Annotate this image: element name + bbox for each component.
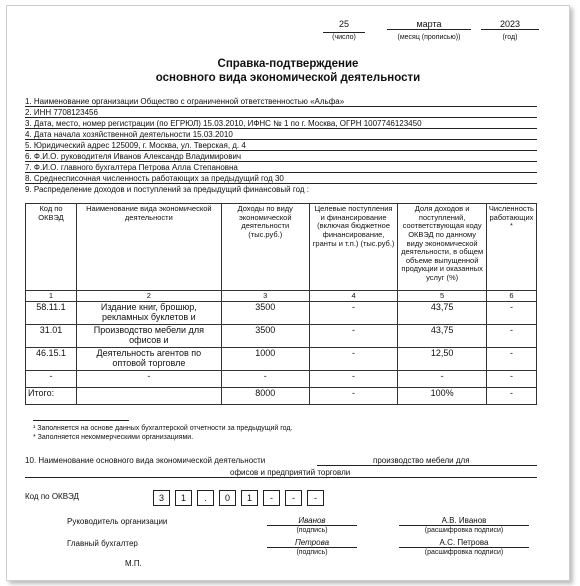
stamp-placeholder: М.П. bbox=[125, 559, 142, 568]
date-day: 25 bbox=[323, 19, 365, 33]
item-director: 6. Ф.И.О. руководителя Иванов Александр Владимирович bbox=[25, 152, 537, 162]
table-cell: 31.01 bbox=[26, 325, 77, 348]
item-main-activity-label: 10. Наименование основного вида экономической деятельности bbox=[25, 456, 266, 465]
okved-code-cell: 1 bbox=[241, 490, 258, 506]
item-start-date: 4. Дата начала хозяйственной деятельности 15.03.2010 bbox=[25, 130, 537, 140]
item-average-headcount: 8. Среднесписочная численность работающих за предыдущий год 30 bbox=[25, 174, 537, 184]
table-row bbox=[26, 370, 537, 387]
table-header-row bbox=[26, 204, 537, 291]
footnote-1: ¹ Заполняется на основе данных бухгалтерской отчетности за предыдущий год. bbox=[33, 425, 293, 432]
certificate-document bbox=[6, 5, 570, 581]
table-row bbox=[26, 325, 537, 348]
table-cell: 2 bbox=[76, 291, 221, 302]
head-label: Руководитель организации bbox=[67, 517, 168, 526]
header-income-share: Доля доходов и поступлений, соответствующая коду ОКВЭД по данному виду экономической деятельности, в общем объеме выпущенной продукции и оказанных услуг (%) bbox=[398, 204, 487, 291]
header-headcount: Численность работающих * bbox=[486, 204, 536, 291]
table-cell: 46.15.1 bbox=[26, 347, 77, 370]
head-signature-caption: (подпись) bbox=[296, 527, 328, 534]
table-cell bbox=[76, 387, 221, 404]
table-column-numbers-row bbox=[26, 291, 537, 302]
header-okved-code: Код по ОКВЭД bbox=[26, 204, 77, 291]
table-cell: - bbox=[76, 370, 221, 387]
accountant-signature: Петрова bbox=[267, 538, 357, 548]
header-income: Доходы по виду экономической деятельности (тыс.руб.) bbox=[221, 204, 309, 291]
okved-code-cell: 1 bbox=[175, 490, 192, 506]
okved-code-cell: 3 bbox=[153, 490, 170, 506]
accountant-name: А.С. Петрова bbox=[399, 538, 529, 548]
table-cell: - bbox=[486, 302, 536, 325]
date-day-caption: (число) bbox=[332, 34, 356, 41]
table-cell: - bbox=[486, 387, 536, 404]
accountant-signature-caption: (подпись) bbox=[296, 549, 328, 556]
item-registration: 3. Дата, место, номер регистрации (по ЕГРЮЛ) 15.03.2010, ИФНС № 1 по г. Москва, ОГРН 1007746123450 bbox=[25, 119, 537, 129]
okved-code-cell: 0 bbox=[219, 490, 236, 506]
table-cell: - bbox=[309, 370, 398, 387]
table-cell: - bbox=[486, 370, 536, 387]
table-cell: - bbox=[26, 370, 77, 387]
table-cell: 5 bbox=[398, 291, 487, 302]
table-row bbox=[26, 302, 537, 325]
table-cell: - bbox=[398, 370, 487, 387]
table-cell: Производство мебели для офисов и bbox=[76, 325, 221, 348]
table-cell: - bbox=[309, 325, 398, 348]
table-cell: 4 bbox=[309, 291, 398, 302]
item-legal-address: 5. Юридический адрес 125009, г. Москва, ул. Тверская, д. 4 bbox=[25, 141, 537, 151]
table-cell: - bbox=[221, 370, 309, 387]
table-cell: 8000 bbox=[221, 387, 309, 404]
item-income-distribution: 9. Распределение доходов и поступлений за предыдущий финансовый год : bbox=[25, 185, 309, 194]
item-organization-name: 1. Наименование организации Общество с ограниченной ответственностью «Альфа» bbox=[25, 97, 537, 107]
head-name-caption: (расшифровка подписи) bbox=[424, 527, 504, 534]
table-cell: 3500 bbox=[221, 302, 309, 325]
okved-code-cell: - bbox=[263, 490, 280, 506]
document-title-line1: Справка-подтверждение bbox=[217, 58, 359, 70]
head-name: А.В. Иванов bbox=[399, 516, 529, 526]
table-cell: 12,50 bbox=[398, 347, 487, 370]
item-main-activity-value-line2: офисов и предприятий торговли bbox=[25, 468, 537, 478]
accountant-label: Главный бухгалтер bbox=[67, 539, 138, 548]
table-cell: - bbox=[486, 347, 536, 370]
table-cell: Деятельность агентов по оптовой торговле bbox=[76, 347, 221, 370]
document-title-line2: основного вида экономической деятельности bbox=[155, 72, 421, 84]
head-signature: Иванов bbox=[267, 516, 357, 526]
okved-code-label: Код по ОКВЭД bbox=[25, 492, 79, 501]
table-cell: - bbox=[309, 302, 398, 325]
income-table bbox=[25, 203, 537, 405]
table-total-row bbox=[26, 387, 537, 404]
header-target-funding: Целевые поступления и финансирование (включая бюджетное финансирование, гранты и т.п.) (тыс.руб.) bbox=[309, 204, 398, 291]
accountant-name-caption: (расшифровка подписи) bbox=[424, 549, 504, 556]
okved-code-cell: - bbox=[307, 490, 324, 506]
table-row bbox=[26, 347, 537, 370]
table-cell: - bbox=[486, 325, 536, 348]
table-cell: 1000 bbox=[221, 347, 309, 370]
date-year: 2023 bbox=[481, 19, 539, 30]
footnote-2: * Заполняется некоммерческими организациями. bbox=[33, 434, 194, 441]
table-cell: 58.11.1 bbox=[26, 302, 77, 325]
date-month-caption: (месяц (прописью)) bbox=[397, 34, 461, 41]
table-total-label: Итого: bbox=[26, 387, 77, 404]
date-month: марта bbox=[387, 19, 471, 30]
table-cell: 3500 bbox=[221, 325, 309, 348]
table-cell: Издание книг, брошюр, рекламных буклетов и bbox=[76, 302, 221, 325]
okved-code-cell: - bbox=[285, 490, 302, 506]
item-main-activity-value-line1: производство мебели для bbox=[317, 456, 537, 466]
table-cell: 1 bbox=[26, 291, 77, 302]
table-cell: - bbox=[309, 387, 398, 404]
table-cell: 6 bbox=[486, 291, 536, 302]
table-cell: 43,75 bbox=[398, 325, 487, 348]
footnote-divider bbox=[33, 420, 129, 421]
item-inn: 2. ИНН 7708123456 bbox=[25, 108, 537, 118]
header-activity-name: Наименование вида экономической деятельности bbox=[76, 204, 221, 291]
table-cell: 3 bbox=[221, 291, 309, 302]
date-year-caption: (год) bbox=[502, 34, 518, 41]
item-chief-accountant: 7. Ф.И.О. главного бухгалтера Петрова Алла Степановна bbox=[25, 163, 537, 173]
okved-code-cell: . bbox=[197, 490, 214, 506]
table-cell: - bbox=[309, 347, 398, 370]
table-cell: 43,75 bbox=[398, 302, 487, 325]
table-cell: 100% bbox=[398, 387, 487, 404]
